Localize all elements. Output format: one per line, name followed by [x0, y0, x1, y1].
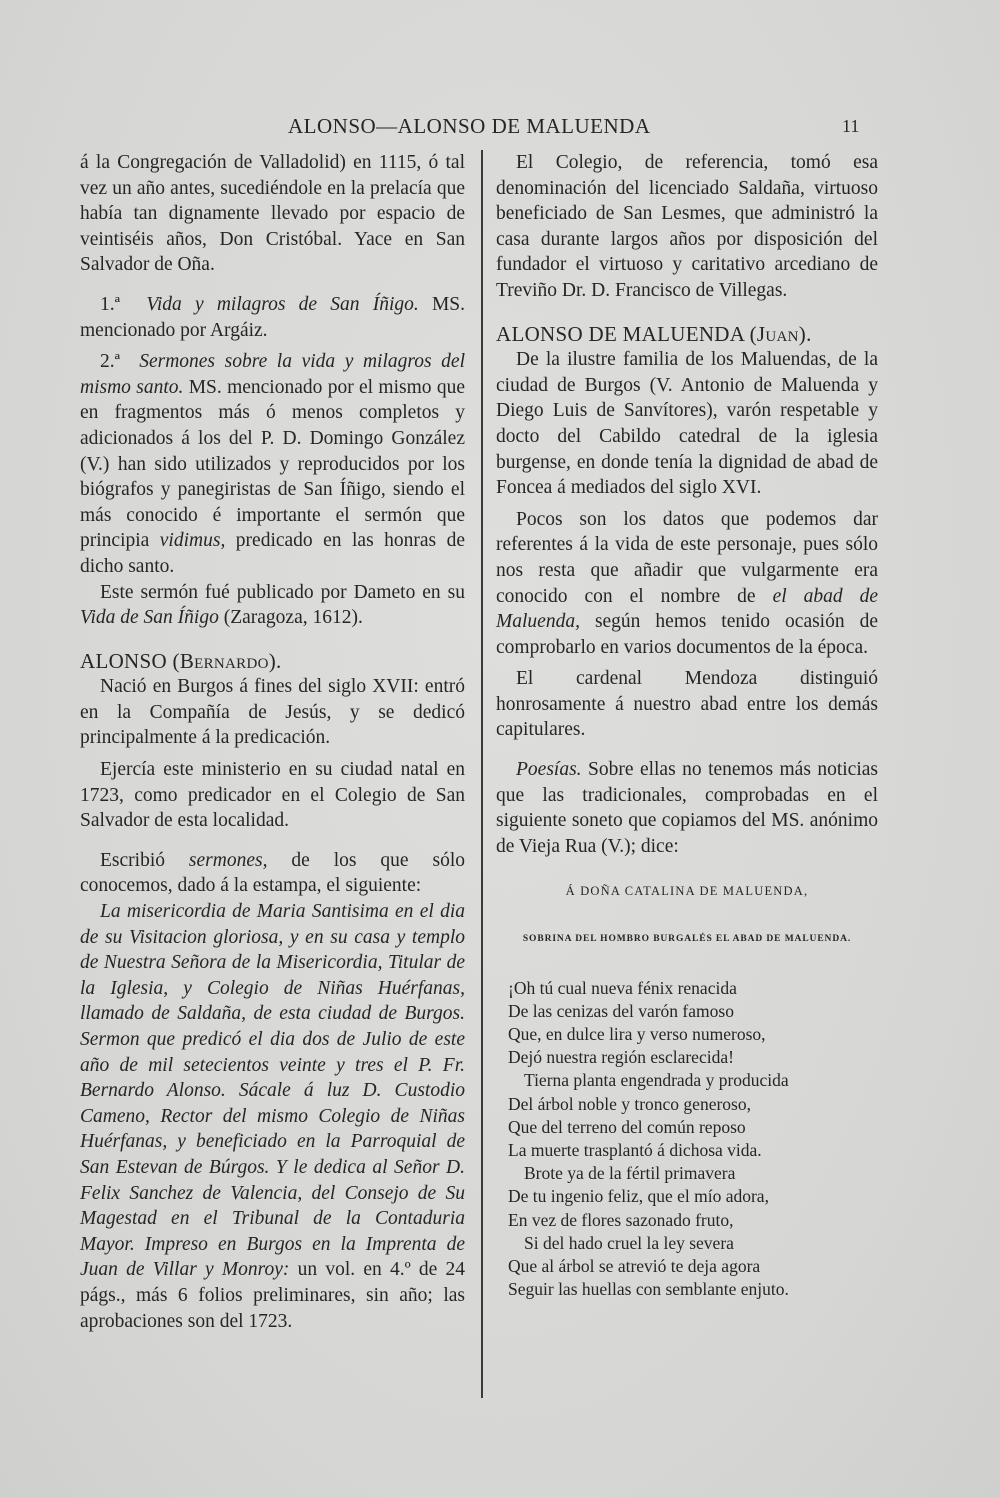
- entry-heading: ALONSO DE MALUENDA (Juan).: [496, 321, 812, 346]
- right-column: [496, 150, 878, 1301]
- work-item-1: 1.ª Vida y milagros de San Íñigo. MS. mencionado por Argáiz.: [80, 293, 465, 341]
- poem-line: Seguir las huellas con semblante enjuto.: [508, 1279, 789, 1300]
- poem-line: Brote ya de la fértil primavera: [524, 1163, 736, 1184]
- paragraph: El Colegio, de referencia, tomó esa denominación del licenciado Saldaña, virtuoso beneficiado de San Lesmes, que administró la casa durante largos años por disposición del fundador el virtuoso y caritativo arcediano de Treviño Dr. D. Francisco de Villegas.: [496, 152, 878, 301]
- paragraph: Ejercía este ministerio en su ciudad natal en 1723, como predicador en el Colegio de San Salvador de esta localidad.: [80, 759, 465, 832]
- running-title: ALONSO—ALONSO DE MALUENDA: [288, 114, 651, 138]
- poem-line: Dejó nuestra región esclarecida!: [508, 1047, 734, 1068]
- left-column: [80, 150, 465, 1334]
- poem-title: Á DOÑA CATALINA DE MALUENDA,: [565, 884, 809, 899]
- paragraph: Escribió sermones, de los que sólo conocemos, dado á la estampa, el siguiente:: [80, 849, 466, 897]
- poem-line: De tu ingenio feliz, que el mío adora,: [508, 1186, 769, 1207]
- paragraph: El cardenal Mendoza distinguió honrosamente á nuestro abad entre los demás capitulares.: [496, 668, 878, 741]
- book-citation: La misericordia de Maria Santisima en el dia de su Visitacion gloriosa, y en su casa y templo de Nuestra Señora de la Misericordia, Titular de la Iglesia, y Colegio de Niñas Huérfanas, llamado de Saldaña, de esta ciudad de Burgos. Sermon que predicó el dia dos de Julio de este año de mil setecientos veinte y tres el P. Fr. Bernardo Alonso. Sácale á luz D. Custodio Cameno, Rector del mismo Colegio de Niñas Huérfanas, y beneficiado en la Parroquial de San Estevan de Búrgos. Y le dedica al Señor D. Felix Sanchez de Valencia, del Consejo de Su Magestad en el Tribunal de la Contaduria Mayor. Impreso en Burgos en la Imprenta de Juan de Villar y Monroy: un vol. en 4.º de 24 págs., más 6 folios preliminares, sin año; las aprobaciones son del 1723.: [80, 901, 465, 1332]
- column-divider: [481, 150, 483, 1398]
- paragraph: á la Congregación de Valladolid) en 1115, ó tal vez un año antes, sucediéndole en la prelacía que había tan dignamente llevado por espacio de veintiséis años, Don Cristóbal. Yace en San Salvador de Oña.: [80, 152, 465, 276]
- paragraph: Este sermón fué publicado por Dameto en su Vida de San Íñigo (Zaragoza, 1612).: [80, 581, 465, 629]
- work-item-2: 2.ª Sermones sobre la vida y milagros del mismo santo. MS. mencionado por el mismo que en fragmentos más ó menos completos y adicionados á los del P. D. Domingo González (V.) han sido utilizados y reproducidos por los biógrafos y panegiristas de San Íñigo, siendo el más conocido é importante el sermón que principia vidimus, predicado en las honras de dicho santo.: [80, 351, 465, 577]
- poem-line: Que al árbol se atrevió te deja agora: [508, 1256, 761, 1277]
- paragraph: Nació en Burgos á fines del siglo XVII: entró en la Compañía de Jesús, y se dedicó principalmente á la predicación.: [80, 676, 465, 749]
- poem-line: Si del hado cruel la ley severa: [524, 1232, 734, 1253]
- page-number: 11: [842, 116, 860, 136]
- poem-line: La muerte trasplantó á dichosa vida.: [508, 1140, 762, 1161]
- poem-line: Tierna planta engendrada y producida: [524, 1070, 789, 1091]
- paragraph: Poesías. Sobre ellas no tenemos más noticias que las tradicionales, comprobadas en el siguiente soneto que copiamos del MS. anónimo de Vieja Rua (V.); dice:: [496, 759, 879, 857]
- sonnet: [496, 977, 878, 1302]
- poem-line: Del árbol noble y tronco generoso,: [508, 1093, 751, 1114]
- poem-line: Que, en dulce lira y verso numeroso,: [508, 1024, 766, 1045]
- entry-heading: ALONSO (Bernardo).: [80, 648, 282, 673]
- poem-line: Que del terreno del común reposo: [508, 1116, 746, 1137]
- paragraph: Pocos son los datos que podemos dar referentes á la vida de este personaje, pues sólo nos resta que añadir que vulgarmente era conocido con el nombre de el abad de Maluenda, según hemos tenido ocasión de comprobarlo en varios documentos de la época.: [496, 508, 879, 658]
- poem-line: En vez de flores sazonado fruto,: [508, 1209, 734, 1230]
- poem-subtitle: SOBRINA DEL HOMBRO BURGALÉS EL ABAD DE MALUENDA.: [522, 934, 852, 945]
- poem-line: ¡Oh tú cual nueva fénix renacida: [508, 977, 737, 998]
- paragraph: De la ilustre familia de los Maluendas, de la ciudad de Burgos (V. Antonio de Maluenda y Diego Luis de Sanvítores), varón respetable y docto del Cabildo catedral de la iglesia burgense, en donde tenía la dignidad de abad de Foncea á mediados del siglo XVI.: [496, 349, 878, 499]
- running-head: [0, 114, 1000, 144]
- poem-line: De las cenizas del varón famoso: [508, 1000, 734, 1021]
